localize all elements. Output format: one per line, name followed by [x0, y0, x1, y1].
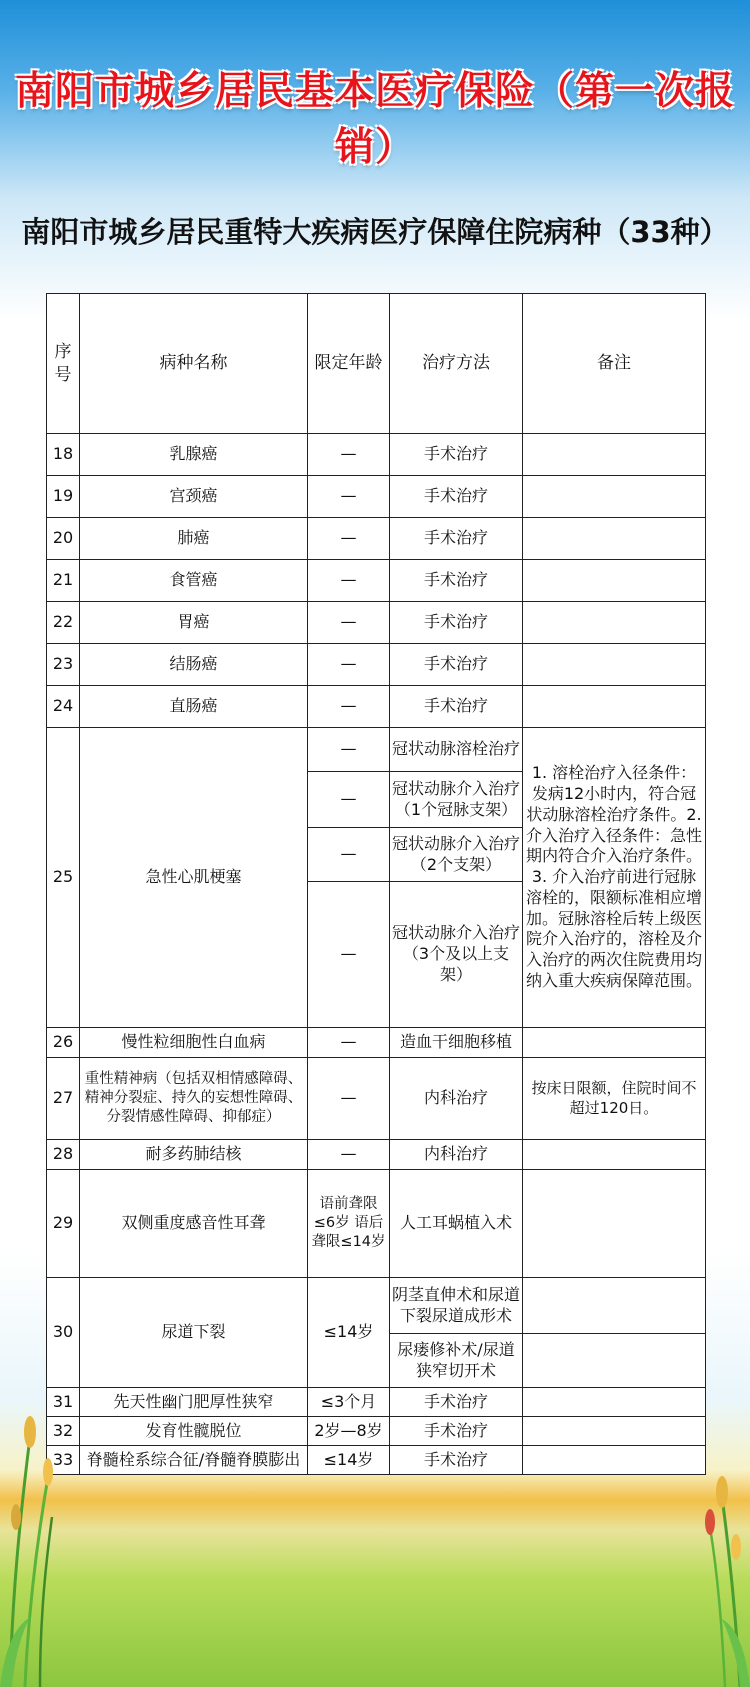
- row-remark: 1. 溶栓治疗入径条件：发病12小时内，符合冠状动脉溶栓治疗条件。2. 介入治疗入径条件：急性期内符合介入治疗条件。3. 介入治疗前进行冠脉溶栓的，限额标准相应增加。冠脉溶栓后转上级医院介入治疗的，溶栓及介入治疗的两次住院费用均纳入重大疾病保障范围。: [523, 728, 706, 1028]
- row-remark: [523, 518, 706, 560]
- sub-title: 南阳市城乡居民重特大疾病医疗保障住院病种（33种）: [21, 215, 729, 249]
- row-no: 22: [47, 602, 80, 644]
- row-age: —: [308, 1140, 390, 1170]
- table-row: [47, 1388, 706, 1417]
- table-row: [47, 644, 706, 686]
- table-row: [47, 728, 706, 772]
- row-age: —: [308, 686, 390, 728]
- row-treatment: 冠状动脉介入治疗（3个及以上支架）: [390, 882, 523, 1028]
- row-name: 胃癌: [80, 602, 308, 644]
- row-name: 急性心肌梗塞: [80, 728, 308, 1028]
- row-no: 18: [47, 434, 80, 476]
- row-name: 发育性髋脱位: [80, 1417, 308, 1446]
- row-no: 23: [47, 644, 80, 686]
- row-name: 重性精神病（包括双相情感障碍、精神分裂症、持久的妄想性障碍、分裂情感性障碍、抑郁症）: [80, 1058, 308, 1140]
- table-row: [47, 1058, 706, 1140]
- row-no: 21: [47, 560, 80, 602]
- header-name: 病种名称: [80, 294, 308, 434]
- row-no: 29: [47, 1170, 80, 1278]
- row-remark: [523, 686, 706, 728]
- row-treatment: 手术治疗: [390, 602, 523, 644]
- row-age: —: [308, 476, 390, 518]
- row-age: —: [308, 644, 390, 686]
- row-name: 双侧重度感音性耳聋: [80, 1170, 308, 1278]
- row-age: —: [308, 560, 390, 602]
- table-row: [47, 1446, 706, 1475]
- row-name: 脊髓栓系综合征/脊髓脊膜膨出: [80, 1446, 308, 1475]
- row-no: 19: [47, 476, 80, 518]
- row-no: 20: [47, 518, 80, 560]
- row-name: 食管癌: [80, 560, 308, 602]
- row-name: 结肠癌: [80, 644, 308, 686]
- row-treatment: 手术治疗: [390, 644, 523, 686]
- row-treatment: 内科治疗: [390, 1058, 523, 1140]
- header-treatment: 治疗方法: [390, 294, 523, 434]
- table-header-row: [47, 294, 706, 434]
- wheat-illustration-left: [0, 1217, 80, 1687]
- table-row: [47, 1028, 706, 1058]
- row-no: 27: [47, 1058, 80, 1140]
- row-remark: [523, 1140, 706, 1170]
- row-treatment: 手术治疗: [390, 518, 523, 560]
- row-age: —: [308, 882, 390, 1028]
- row-age: 语前聋限≤6岁 语后聋限≤14岁: [308, 1170, 390, 1278]
- row-name: 慢性粒细胞性白血病: [80, 1028, 308, 1058]
- table-row: [47, 1417, 706, 1446]
- row-age: —: [308, 518, 390, 560]
- row-no: 31: [47, 1388, 80, 1417]
- row-age: —: [308, 828, 390, 882]
- table-row: [47, 1278, 706, 1334]
- row-no: 30: [47, 1278, 80, 1388]
- header-age: 限定年龄: [308, 294, 390, 434]
- table-row: [47, 1140, 706, 1170]
- row-no: 28: [47, 1140, 80, 1170]
- row-treatment: 阴茎直伸术和尿道下裂尿道成形术: [390, 1278, 523, 1334]
- row-remark: [523, 1028, 706, 1058]
- row-name: 耐多药肺结核: [80, 1140, 308, 1170]
- row-remark: [523, 434, 706, 476]
- disease-table: [46, 293, 706, 1475]
- table-row: [47, 560, 706, 602]
- row-age: —: [308, 434, 390, 476]
- row-name: 肺癌: [80, 518, 308, 560]
- row-age: —: [308, 1028, 390, 1058]
- row-treatment: 手术治疗: [390, 560, 523, 602]
- main-title: 南阳市城乡居民基本医疗保险（第一次报销）: [14, 69, 735, 170]
- row-treatment: 手术治疗: [390, 476, 523, 518]
- row-treatment: 造血干细胞移植: [390, 1028, 523, 1058]
- row-remark: [523, 602, 706, 644]
- table-row: [47, 1170, 706, 1278]
- row-name: 乳腺癌: [80, 434, 308, 476]
- row-age: —: [308, 1058, 390, 1140]
- row-no: 25: [47, 728, 80, 1028]
- row-treatment: 冠状动脉介入治疗（1个冠脉支架）: [390, 772, 523, 828]
- row-remark: [523, 1170, 706, 1278]
- row-no: 33: [47, 1446, 80, 1475]
- row-treatment: 冠状动脉介入治疗（2个支架）: [390, 828, 523, 882]
- row-name: 宫颈癌: [80, 476, 308, 518]
- wheat-illustration-right: [670, 1357, 750, 1687]
- row-treatment: 人工耳蜗植入术: [390, 1170, 523, 1278]
- table-row: [47, 434, 706, 476]
- row-remark: [523, 560, 706, 602]
- table-row: [47, 602, 706, 644]
- row-treatment: 手术治疗: [390, 1417, 523, 1446]
- row-no: 26: [47, 1028, 80, 1058]
- table-row: [47, 476, 706, 518]
- row-remark: [523, 644, 706, 686]
- row-age: 2岁—8岁: [308, 1417, 390, 1446]
- table-row: [47, 518, 706, 560]
- table-row: [47, 686, 706, 728]
- row-no: 24: [47, 686, 80, 728]
- row-name: 先天性幽门肥厚性狭窄: [80, 1388, 308, 1417]
- header-no: 序号: [47, 294, 80, 434]
- row-treatment: 内科治疗: [390, 1140, 523, 1170]
- row-remark: 按床日限额，住院时间不超过120日。: [523, 1058, 706, 1140]
- row-age: —: [308, 602, 390, 644]
- row-treatment: 冠状动脉溶栓治疗: [390, 728, 523, 772]
- row-treatment: 手术治疗: [390, 434, 523, 476]
- row-remark: [523, 476, 706, 518]
- row-name: 直肠癌: [80, 686, 308, 728]
- row-age: ≤14岁: [308, 1278, 390, 1388]
- row-remark: [523, 1278, 706, 1334]
- row-age: —: [308, 728, 390, 772]
- row-age: ≤14岁: [308, 1446, 390, 1475]
- row-treatment: 手术治疗: [390, 686, 523, 728]
- row-treatment: 手术治疗: [390, 1446, 523, 1475]
- row-name: 尿道下裂: [80, 1278, 308, 1388]
- row-no: 32: [47, 1417, 80, 1446]
- row-age: ≤3个月: [308, 1388, 390, 1417]
- row-treatment: 尿瘘修补术/尿道狭窄切开术: [390, 1334, 523, 1388]
- row-age: —: [308, 772, 390, 828]
- row-treatment: 手术治疗: [390, 1388, 523, 1417]
- header-remark: 备注: [523, 294, 706, 434]
